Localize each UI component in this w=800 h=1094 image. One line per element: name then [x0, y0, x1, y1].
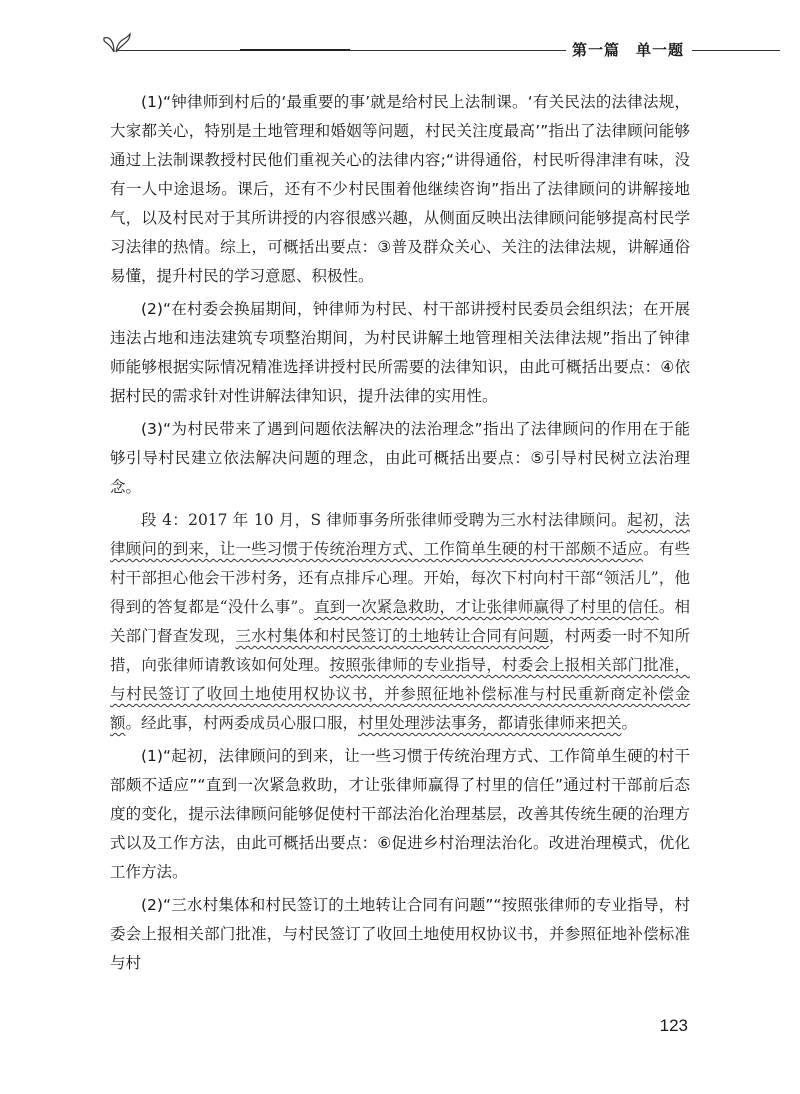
header-rule-right: [692, 50, 780, 51]
text-segment: 。: [621, 714, 638, 732]
paragraph-analysis-1: (1)“钟律师到村后的‘最重要的事’就是给村民上法制课。‘有关民法的法律法规，大家都关心，特别是土地管理和婚姻等问题，村民关注度最高’”指出了法律顾问能够通过上法制课教授村民他们重视关心的法律内容;“讲得通俗，村民听得津津有味，没有一人中途退场。课后，还有不少村民围着他继续咨询”指出了法律顾问的讲解接地气，以及村民对于其所讲授的内容很感兴趣，从侧面反映出法律顾问能够提高村民学习法律的热情。综上，可概括出要点：③普及群众关心、关注的法律法规，讲解通俗易懂，提升村民的学习意愿、积极性。: [110, 93, 690, 285]
underlined-text: 三水村集体和村民签订的土地转让合同有问题: [235, 627, 550, 645]
text-segment: 。有些村干部担心他会干涉村务，还有点排斥心理。开始，每次下村向村干部“领活儿”，他得到的答复都是“没什么事”。: [110, 540, 690, 616]
sprout-icon: [100, 30, 134, 56]
source-paragraph-4: [110, 506, 690, 738]
paragraph-analysis-3: (3)“为村民带来了遇到问题依法解决的法治理念”指出了法律顾问的作用在于能够引导村民建立依法解决问题的理念，由此可概括出要点：⑤引导村民树立法治理念。: [110, 420, 690, 496]
text-segment: ，村两委一时不知所措，向张律师请教该如何处理。: [110, 627, 690, 674]
text-segment: 段 4：2017 年 10 月，S 律师事务所张律师受聘为三水村法律顾问。: [141, 511, 628, 529]
header-rule-accent: [240, 49, 350, 51]
page-number: 123: [659, 1016, 688, 1035]
underlined-text: 按照张律师的专业指导，村委会上报相关部门批准，与村民签订了收回土地使用权协议书，并参照征地补偿标准与村民重新商定补偿金额: [110, 656, 690, 732]
paragraph-analysis-5: (1)“起初，法律顾问的到来，让一些习惯于传统治理方式、工作简单生硬的村干部颇不适应”“直到一次紧急救助，才让张律师赢得了村里的信任”通过村干部前后态度的变化，提示法律顾问能够促使村干部法治化治理基层，改善其传统生硬的治理方式以及工作方法，由此可概括出要点：⑥促进乡村治理法治化。改进治理模式，优化工作方法。: [110, 747, 690, 881]
paragraph-analysis-2: (2)“在村委会换届期间，钟律师为村民、村干部讲授村民委员会组织法；在开展违法占地和违法建筑专项整治期间，为村民讲解土地管理相关法律法规”指出了钟律师能够根据实际情况精准选择讲授村民所需要的法律知识，由此可概括出要点：④依据村民的需求针对性讲解法律知识，提升法律的实用性。: [110, 300, 690, 405]
underlined-text: 直到一次紧急救助，才让张律师赢得了村里的信任: [314, 598, 659, 616]
paragraph-analysis-6: (2)“三水村集体和村民签订的土地转让合同有问题”“按照张律师的专业指导，村委会上报相关部门批准，与村民签订了收回土地使用权协议书，并参照征地补偿标准与村: [110, 896, 690, 972]
page-content: [110, 88, 690, 982]
text-segment: 。相关部门督查发现，: [110, 598, 690, 645]
underlined-text: 起初，法律顾问的到来，让一些习惯于传统治理方式、工作简单生硬的村干部颇不适应: [110, 511, 690, 558]
header-title: 第一篇 单一题: [566, 39, 690, 60]
text-segment: 。经此事，村两委成员心服口服，: [125, 714, 359, 732]
running-header: [100, 30, 780, 60]
underlined-text: 村里处理涉法事务，都请张律师来把关: [358, 714, 622, 732]
